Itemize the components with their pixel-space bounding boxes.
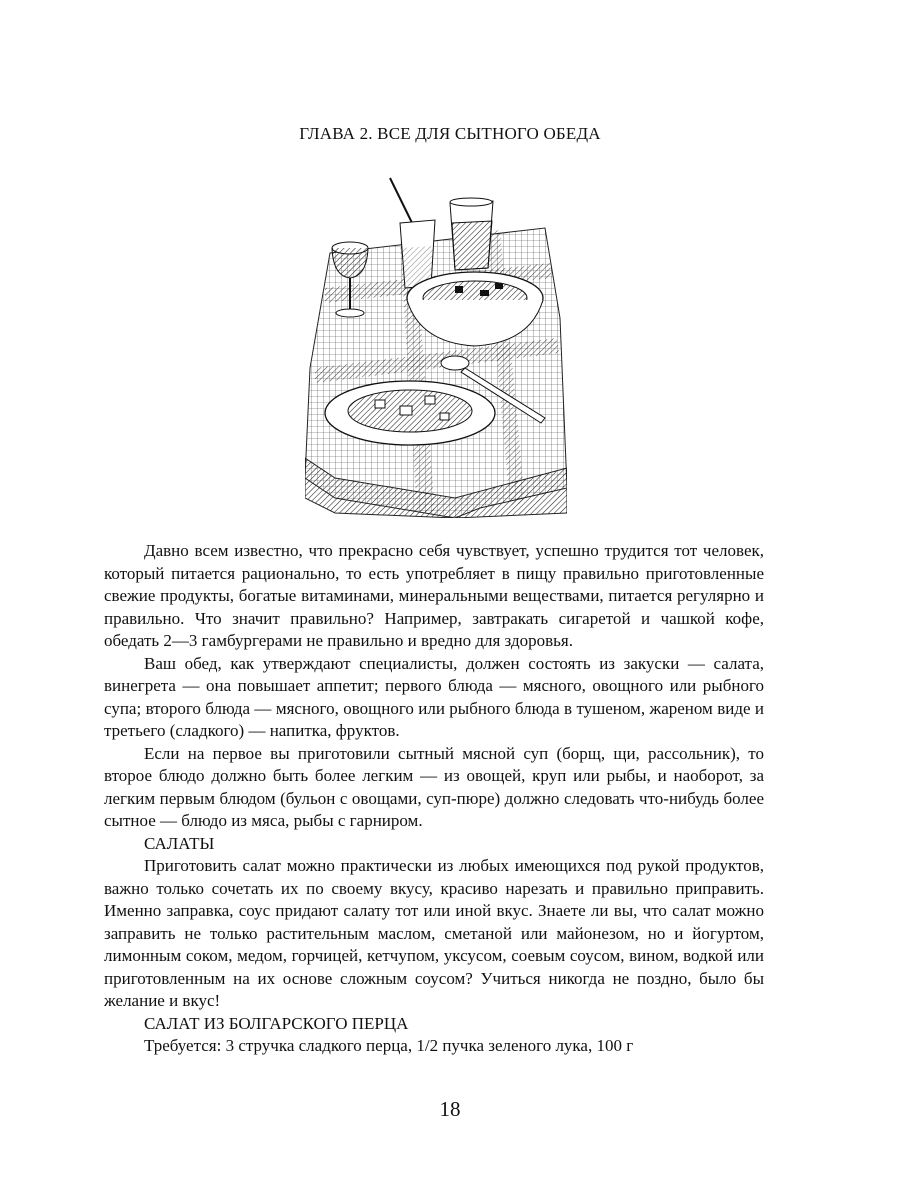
paragraph-salads: Приготовить салат можно практически из любых имеющихся под рукой продуктов, важно только сочетать их по своему вкусу, красиво нарезать и правильно приправить. Именно заправка, соус придают салату тот или иной вкус. Знаете ли вы, что салат можно заправить не только растительным маслом, сметаной или майонезом, но и йогуртом, лимонным соком, медом, горчицей, кетчупом, уксусом, соевым соусом, вином, водкой или приготовленным на их основе сложным соусом? Учиться никогда не поздно, было бы желание и вкус! — [104, 856, 764, 1010]
page-number: 18 — [439, 1097, 461, 1121]
chapter-title: ГЛАВА 2. ВСЕ ДЛЯ СЫТНОГО ОБЕДА — [299, 124, 601, 143]
paragraph-pepper-salad: Требуется: 3 стручка сладкого перца, 1/2 пучка зеленого лука, 100 г — [144, 1036, 634, 1055]
section-heading-pepper-salad: САЛАТ ИЗ БОЛГАРСКОГО ПЕРЦА — [144, 1013, 409, 1033]
paragraph: Давно всем известно, что прекрасно себя чувствует, успешно трудится тот человек, который питается рационально, то есть употребляет в пищу правильно приготовленные свежие продукты, богатые витаминами, минеральными веществами, питается регулярно и правильно. Что значит правильно? Например, завтракать сигаретой и чашкой кофе, обедать 2—3 гамбургерами не правильно и вредно для здоровья. — [104, 541, 764, 650]
body-text — [104, 540, 764, 1058]
paragraph: Если на первое вы приготовили сытный мясной суп (борщ, щи, рассольник), то второе блюдо должно быть более легким — из овощей, круп или рыбы, и наоборот, за легким первым блюдом (бульон с овощами, суп-пюре) должно следовать что-нибудь более сытное — блюдо из мяса, рыбы с гарниром. — [104, 743, 764, 830]
dinner-table-illustration-icon — [305, 168, 567, 518]
section-heading-salads: САЛАТЫ — [144, 833, 215, 853]
paragraph: Ваш обед, как утверждают специалисты, должен состоять из закуски — салата, винегрета — она повышает аппетит; первого блюда — мясного, овощного или рыбного супа; второго блюда — мясного, овощного или рыбного блюда в тушеном, жареном виде и третьего (сладкого) — напитка, фруктов. — [104, 653, 764, 740]
